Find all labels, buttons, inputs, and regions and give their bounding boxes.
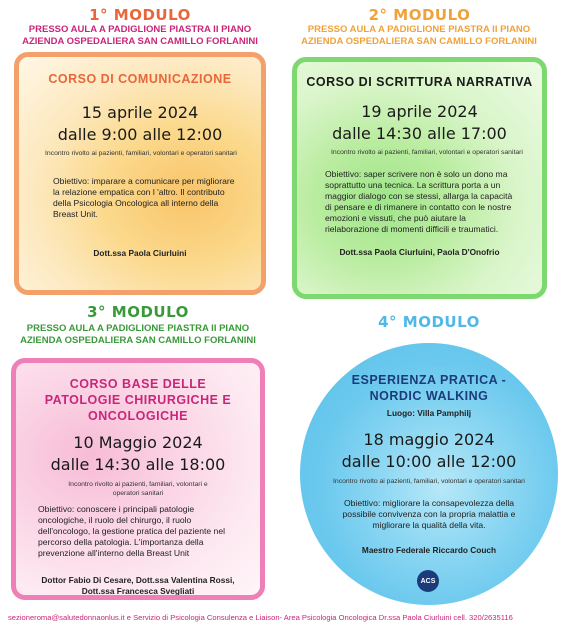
module3-audience: Incontro rivolto ai pazienti, familiari, volontari e operatori sanitari xyxy=(68,481,208,497)
module2-location-line2: AZIENDA OSPEDALIERA SAN CAMILLO FORLANINI xyxy=(301,36,537,47)
module2-objective: Obiettivo: saper scrivere non è solo un dono ma soprattutto una tecnica. La scrittura porta a un maggior dialogo con se stessi, allarga la capacità di pensare e di rimanere in contatto con le nostre emozioni e vissuti, che può aiutare la rielaborazione di momenti difficili e traumatici. xyxy=(325,169,513,234)
module4-title: 4° MODULO xyxy=(378,313,480,331)
module4-card xyxy=(300,343,558,605)
module4-date: 18 maggio 2024 xyxy=(363,430,495,449)
module1-objective: Obiettivo: imparare a comunicare per migliorare la relazione empatica con l 'altro. Il contributo della Psicologia Oncologica all interno della Breast Unit. xyxy=(53,176,235,219)
module3-course-line1: CORSO BASE DELLE xyxy=(69,377,207,391)
module2-card xyxy=(292,57,547,299)
module1-time: dalle 9:00 alle 12:00 xyxy=(57,125,223,144)
module4-course-line1: ESPERIENZA PRATICA - xyxy=(351,373,507,387)
module3-title: 3° MODULO xyxy=(87,303,189,321)
module3-objective: Obiettivo: conoscere i principali patologie oncologiche, il ruolo del chirurgo, il ruolo dell'oncologo, la gestione pratica del paziente nel percorso della patologia. L'importanza della prevenzione all'interno della Breast Unit xyxy=(38,504,226,558)
module1-speaker: Dott.ssa Paola Ciurluini xyxy=(93,248,187,258)
module3-date: 10 Maggio 2024 xyxy=(73,433,203,452)
module4-audience: Incontro rivolto ai pazienti, familiari, volontari e operatori sanitari xyxy=(333,478,525,485)
module4-course-line2: NORDIC WALKING xyxy=(369,389,489,403)
module2-date: 19 aprile 2024 xyxy=(361,102,478,121)
module4-time: dalle 10:00 alle 12:00 xyxy=(341,452,517,471)
module2-time: dalle 14:30 alle 17:00 xyxy=(332,124,507,143)
module1-location-line2: AZIENDA OSPEDALIERA SAN CAMILLO FORLANINI xyxy=(22,36,258,47)
module1-audience: Incontro rivolto ai pazienti, familiari, volontari e operatori sanitari xyxy=(45,150,237,157)
module4-objective: Obiettivo: migliorare la consapevolezza della possibile convivenza con la propria malattia e migliorare la qualità della vita. xyxy=(342,498,516,530)
module3-speaker-line1: Dottor Fabio Di Cesare, Dott.ssa Valentina Rossi, xyxy=(41,575,235,585)
footer-contact: sezioneroma@salutedonnaonlus.it e Servizio di Psicologia Consulenza e Liaison- Area Psicologia Oncologica Dr.ssa Paola Ciurluini cell. 320/2635116 xyxy=(8,613,513,622)
module1-course: CORSO DI COMUNICAZIONE xyxy=(48,72,232,86)
module3-course-line2: PATOLOGIE CHIRURGICHE E xyxy=(44,393,232,407)
module4-place: Luogo: Villa Pamphilj xyxy=(386,408,472,418)
module2-audience: Incontro rivolto ai pazienti, familiari, volontari e operatori sanitari xyxy=(331,149,523,156)
module2-location-line1: PRESSO AULA A PADIGLIONE PIASTRA II PIANO xyxy=(307,24,531,35)
module3-location-line2: AZIENDA OSPEDALIERA SAN CAMILLO FORLANINI xyxy=(20,335,256,346)
module2-title: 2° MODULO xyxy=(368,6,471,24)
acs-logo: ACS xyxy=(417,570,439,592)
module3-card xyxy=(11,358,265,600)
module3-course-line3: ONCOLOGICHE xyxy=(88,409,188,423)
module3-location-line1: PRESSO AULA A PADIGLIONE PIASTRA II PIANO xyxy=(26,323,250,334)
module1-location-line1: PRESSO AULA A PADIGLIONE PIASTRA II PIANO xyxy=(28,24,252,35)
module3-speaker-line2: Dott.ssa Francesca Svegliati xyxy=(81,586,195,596)
module1-date: 15 aprile 2024 xyxy=(81,103,199,122)
module1-title: 1° MODULO xyxy=(89,6,191,24)
module4-speaker: Maestro Federale Riccardo Couch xyxy=(361,545,497,555)
module2-speaker: Dott.ssa Paola Ciurluini, Paola D'Onofrio xyxy=(339,247,500,257)
module2-course: CORSO DI SCRITTURA NARRATIVA xyxy=(306,75,533,89)
module1-card xyxy=(14,52,266,295)
module3-time: dalle 14:30 alle 18:00 xyxy=(50,455,226,474)
